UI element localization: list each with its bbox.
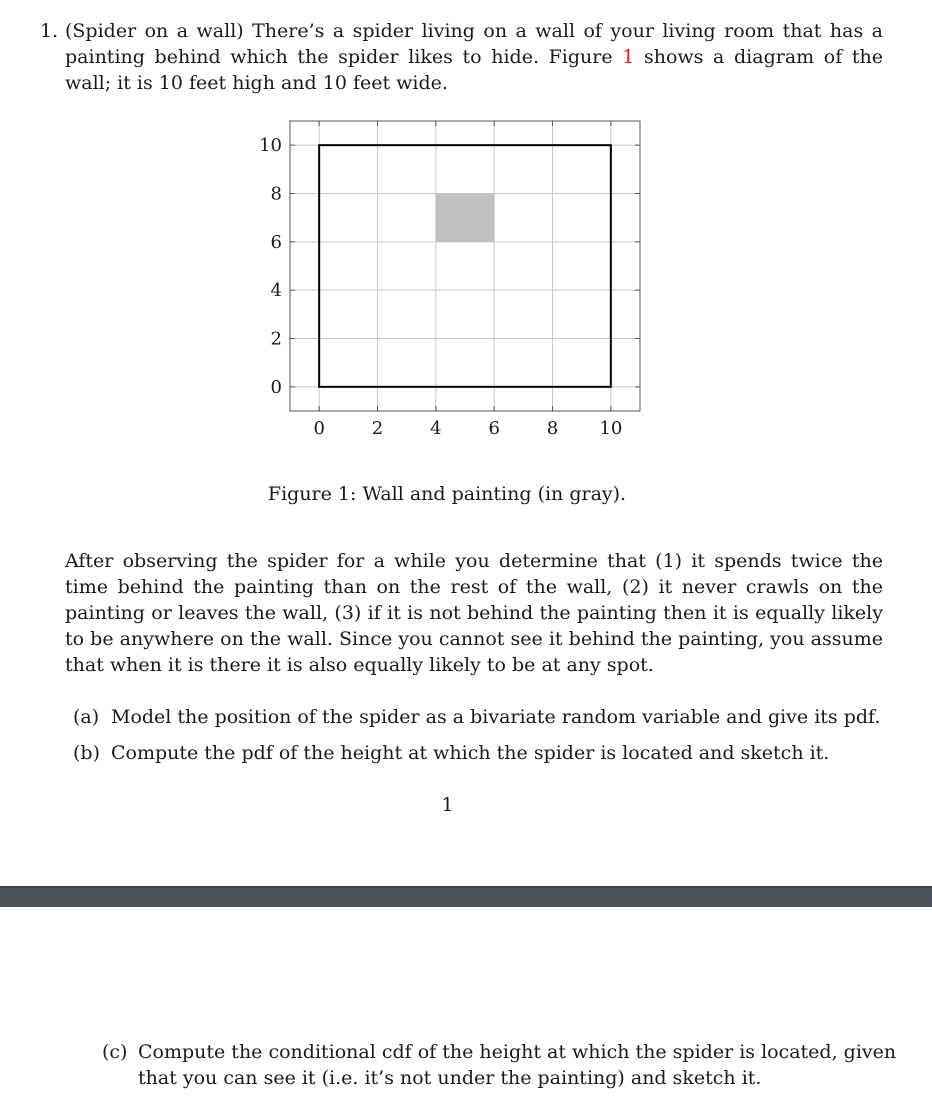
part-c-text: Compute the conditional cdf of the height at which the spider is located, given that you can see it (i.e. it’s not under the painting) and sketch it. xyxy=(138,1041,897,1089)
x-tick-label: 6 xyxy=(488,418,500,439)
x-axis-tick-labels xyxy=(313,418,622,439)
part-a-label: (a) xyxy=(73,706,100,728)
problem-number: 1. xyxy=(40,20,59,42)
part-b-label: (b) xyxy=(73,742,100,764)
figure-caption: Figure 1: Wall and painting (in gray). xyxy=(267,483,627,505)
y-tick-label: 6 xyxy=(270,231,282,253)
y-axis-tick-labels xyxy=(259,135,282,398)
observation-paragraph: After observing the spider for a while you determine that (1) it spends twice the time behind the painting than on the rest of the wall, (2) it never crawls on the painting or leaves the wall, (3) if it is not behind the painting then it is equally likely to be anywhere on the wall. Since you cannot see it behind the painting, you assume that when it is there it is also equally likely to be at any spot. xyxy=(65,550,883,676)
wall-outline xyxy=(319,145,611,387)
y-tick-label: 10 xyxy=(259,135,282,157)
problem-statement: (Spider on a wall) There’s a spider living on a wall of your living room that has a painting behind which the spider likes to hide. Figure 1 shows a diagram of the wall; it is 10 feet high and 10 feet wide. xyxy=(65,20,884,94)
x-tick-label: 2 xyxy=(371,418,384,439)
page-number: 1 xyxy=(441,794,454,816)
x-tick-label: 0 xyxy=(313,418,325,439)
y-tick-label: 8 xyxy=(270,183,282,205)
y-tick-label: 0 xyxy=(270,376,282,398)
x-tick-label: 10 xyxy=(599,418,623,439)
figure-reference-link[interactable]: 1 xyxy=(622,46,635,68)
x-tick-label: 8 xyxy=(546,418,559,439)
page-separator xyxy=(0,886,932,907)
y-tick-label: 4 xyxy=(270,280,282,302)
axis-frame xyxy=(290,121,640,411)
wall-figure xyxy=(250,118,650,443)
painting-rect xyxy=(436,194,494,242)
axis-ticks xyxy=(290,121,640,411)
part-c-label: (c) xyxy=(102,1041,128,1063)
grid-lines xyxy=(290,121,640,411)
part-b xyxy=(73,740,829,766)
y-tick-label: 2 xyxy=(270,328,282,350)
part-a xyxy=(73,704,880,730)
part-a-text: Model the position of the spider as a bivariate random variable and give its pdf. xyxy=(111,706,881,728)
x-tick-label: 4 xyxy=(430,418,442,439)
part-c xyxy=(102,1039,910,1091)
problem-intro xyxy=(40,18,883,96)
part-b-text: Compute the pdf of the height at which the spider is located and sketch it. xyxy=(111,742,830,764)
